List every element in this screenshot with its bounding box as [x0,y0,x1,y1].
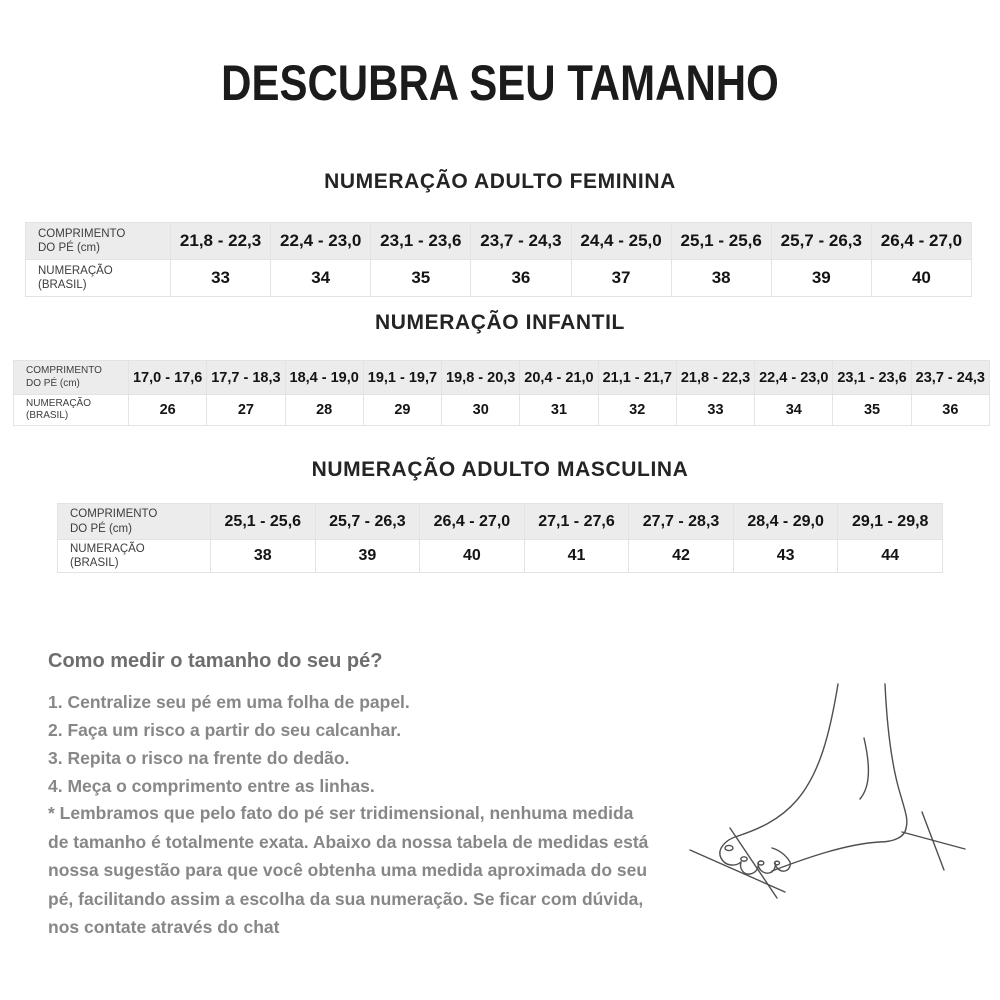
size-cell: 36 [911,395,989,426]
size-table-adult-female [25,222,972,297]
size-cell: 33 [171,260,271,297]
foot-length-cell: 23,7 - 24,3 [471,223,571,260]
foot-length-cell: 18,4 - 19,0 [285,361,363,395]
foot-length-cell: 23,1 - 23,6 [371,223,471,260]
foot-length-cell: 26,4 - 27,0 [871,223,971,260]
foot-length-cell: 27,1 - 27,6 [524,504,629,540]
page-title: DESCUBRA SEU TAMANHO [221,55,779,111]
brazil-size-row [26,260,972,297]
foot-length-cell: 28,4 - 29,0 [733,504,838,540]
size-cell: 34 [755,395,833,426]
measurement-disclaimer-note: * Lembramos que pelo fato do pé ser tridimensional, nenhuma medida de tamanho é totalmente exata. Abaixo da nossa tabela de medidas está nossa sugestão para que você obtenha uma medida aproximada do seu pé, facilitando assim a escolha da sua numeração. Se ficar com dúvida, nos contate através do chat [48,803,649,937]
size-cell: 33 [676,395,754,426]
row-label: COMPRIMENTO DO PÉ (cm) [58,504,211,540]
foot-length-row [26,223,972,260]
foot-illustration [678,678,978,923]
foot-length-cell: 24,4 - 25,0 [571,223,671,260]
foot-length-cell: 27,7 - 28,3 [629,504,734,540]
row-label: COMPRIMENTO DO PÉ (cm) [14,361,129,395]
size-cell: 26 [129,395,207,426]
row-label: NUMERAÇÃO (BRASIL) [14,395,129,426]
foot-length-cell: 25,7 - 26,3 [315,504,420,540]
foot-length-cell: 21,8 - 22,3 [171,223,271,260]
size-cell: 42 [629,540,734,573]
size-cell: 43 [733,540,838,573]
size-cell: 41 [524,540,629,573]
measure-step: 1. Centralize seu pé em uma folha de papel. [48,692,410,712]
foot-length-cell: 23,1 - 23,6 [833,361,911,395]
row-label: NUMERAÇÃO (BRASIL) [26,260,171,297]
measure-step: 3. Repita o risco na frente do dedão. [48,748,350,768]
measure-step: 4. Meça o comprimento entre as linhas. [48,776,375,796]
size-cell: 28 [285,395,363,426]
size-cell: 35 [371,260,471,297]
foot-length-row [58,504,943,540]
foot-length-cell: 21,1 - 21,7 [598,361,676,395]
size-cell: 39 [315,540,420,573]
how-to-measure-steps [48,688,668,800]
brazil-size-row [14,395,990,426]
how-to-measure-heading: Como medir o tamanho do seu pé? [48,650,383,672]
foot-length-cell: 26,4 - 27,0 [420,504,525,540]
foot-length-cell: 25,7 - 26,3 [771,223,871,260]
foot-length-cell: 23,7 - 24,3 [911,361,989,395]
size-cell: 36 [471,260,571,297]
foot-length-cell: 19,8 - 20,3 [442,361,520,395]
section-title-adult-male: NUMERAÇÃO ADULTO MASCULINA [311,458,689,481]
size-table-adult-male [57,503,943,573]
size-cell: 34 [271,260,371,297]
size-cell: 29 [363,395,441,426]
size-table-children [13,360,990,426]
size-cell: 40 [871,260,971,297]
section-title-children: NUMERAÇÃO INFANTIL [375,311,625,334]
foot-length-cell: 21,8 - 22,3 [676,361,754,395]
foot-length-row [14,361,990,395]
size-cell: 37 [571,260,671,297]
size-cell: 39 [771,260,871,297]
size-cell: 38 [671,260,771,297]
foot-length-cell: 25,1 - 25,6 [211,504,316,540]
size-cell: 44 [838,540,943,573]
foot-length-cell: 25,1 - 25,6 [671,223,771,260]
size-cell: 27 [207,395,285,426]
foot-length-cell: 19,1 - 19,7 [363,361,441,395]
size-cell: 38 [211,540,316,573]
size-cell: 35 [833,395,911,426]
row-label: COMPRIMENTO DO PÉ (cm) [26,223,171,260]
size-cell: 30 [442,395,520,426]
section-title-adult-female: NUMERAÇÃO ADULTO FEMININA [324,170,676,193]
foot-length-cell: 20,4 - 21,0 [520,361,598,395]
foot-length-cell: 22,4 - 23,0 [755,361,833,395]
size-cell: 40 [420,540,525,573]
foot-length-cell: 17,7 - 18,3 [207,361,285,395]
foot-length-cell: 22,4 - 23,0 [271,223,371,260]
page-header [0,54,1000,112]
foot-length-cell: 17,0 - 17,6 [129,361,207,395]
size-cell: 31 [520,395,598,426]
foot-length-cell: 29,1 - 29,8 [838,504,943,540]
brazil-size-row [58,540,943,573]
foot-drawing-icon [678,678,978,918]
measure-step: 2. Faça um risco a partir do seu calcanhar. [48,720,402,740]
row-label: NUMERAÇÃO (BRASIL) [58,540,211,573]
size-cell: 32 [598,395,676,426]
